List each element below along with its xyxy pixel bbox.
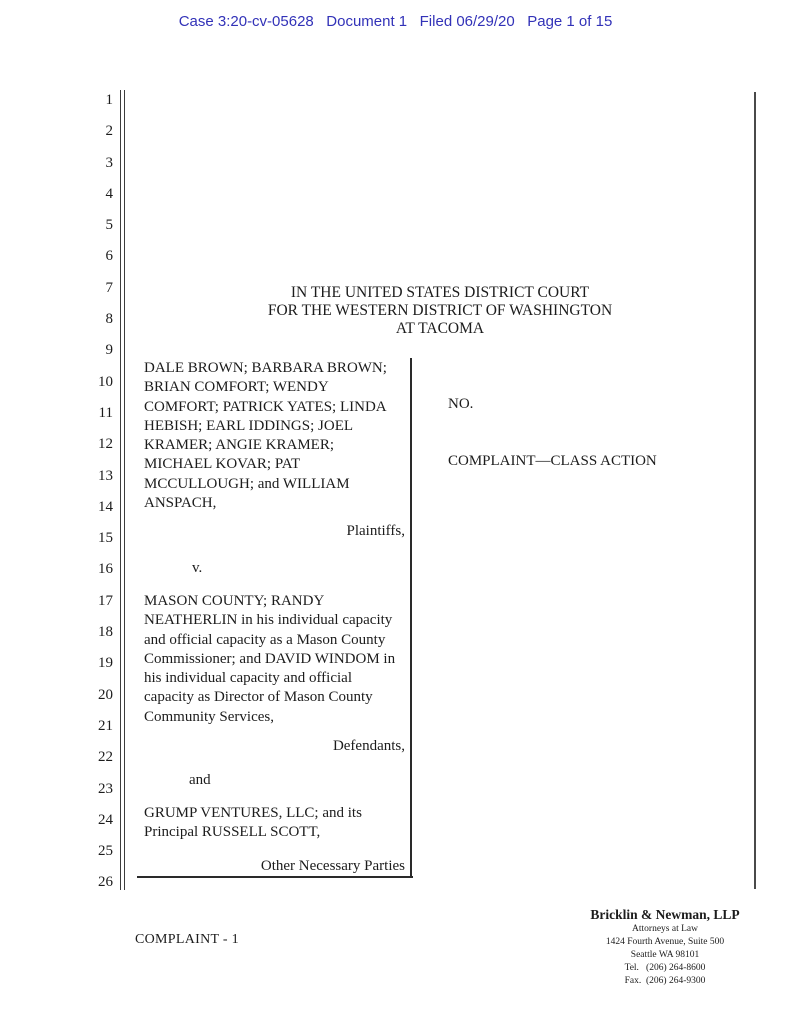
plaintiffs-line: MCCULLOUGH; and WILLIAM: [144, 475, 350, 492]
plaintiffs-line: COMFORT; PATRICK YATES; LINDA: [144, 398, 387, 415]
defendants-line: and official capacity as a Mason County: [144, 631, 386, 648]
pleading-left-double-rule: [120, 90, 125, 890]
defendants-label: Defendants,: [332, 738, 405, 754]
necessary-parties-names: [144, 804, 410, 843]
line-number: 14: [98, 498, 113, 515]
court-heading: [125, 284, 755, 338]
conjunction-label: and: [189, 772, 211, 788]
line-number: 8: [105, 311, 113, 328]
line-number: 4: [105, 185, 113, 202]
line-number: 11: [98, 404, 113, 421]
caption-box-bottom-border: [137, 876, 413, 878]
defendants-line: Community Services,: [144, 708, 274, 725]
line-number: 20: [98, 686, 113, 703]
plaintiffs-line: MICHAEL KOVAR; PAT: [144, 456, 301, 473]
necessary-parties-label: Other Necessary Parties: [260, 858, 405, 874]
plaintiffs-line: KRAMER; ANGIE KRAMER;: [144, 437, 335, 454]
line-number: 10: [98, 373, 113, 390]
line-number: 26: [98, 874, 113, 891]
line-number: 22: [98, 749, 113, 766]
line-number: 17: [98, 592, 113, 609]
line-number: 1: [105, 92, 113, 108]
court-heading-line: FOR THE WESTERN DISTRICT OF WASHINGTON: [267, 302, 613, 319]
law-firm-subtitle: Attorneys at Law: [632, 924, 698, 934]
line-number: 21: [98, 717, 113, 734]
plaintiffs-line: ANSPACH,: [144, 495, 217, 512]
versus-label: v.: [192, 560, 203, 576]
defendants-names: [144, 592, 410, 727]
ecf-header-stamp: Case 3:20-cv-05628 Document 1 Filed 06/29/20 Page 1 of 15: [178, 13, 613, 30]
law-firm-telephone: Tel. (206) 264-8600: [624, 963, 706, 973]
law-firm-name: Bricklin & Newman, LLP: [590, 907, 740, 922]
line-number: 15: [98, 530, 113, 547]
line-number: 5: [105, 217, 113, 234]
pleading-right-rule: [754, 92, 756, 889]
line-number: 13: [98, 467, 113, 484]
plaintiffs-line: DALE BROWN; BARBARA BROWN;: [144, 360, 387, 376]
law-firm-address-line1: 1424 Fourth Avenue, Suite 500: [605, 937, 725, 947]
law-firm-block: [570, 906, 760, 988]
case-number-label: NO.: [448, 396, 474, 412]
line-number: 19: [98, 655, 113, 672]
defendants-line: capacity as Director of Mason County: [144, 689, 373, 706]
plaintiffs-names: [144, 359, 410, 513]
line-number: 23: [98, 780, 113, 797]
court-heading-line: IN THE UNITED STATES DISTRICT COURT: [290, 284, 590, 301]
defendants-line: MASON COUNTY; RANDY: [144, 593, 325, 609]
necessary-parties-line: Principal RUSSELL SCOTT,: [144, 824, 321, 841]
line-number: 9: [105, 342, 113, 359]
line-number: 12: [98, 436, 113, 453]
footer-page-label: COMPLAINT - 1: [135, 932, 239, 947]
caption-box-right-border: [410, 358, 412, 877]
document-title: COMPLAINT—CLASS ACTION: [448, 453, 657, 469]
line-number: 16: [98, 561, 113, 578]
line-number: 24: [98, 811, 113, 828]
plaintiffs-line: BRIAN COMFORT; WENDY: [144, 379, 329, 396]
plaintiffs-line: HEBISH; EARL IDDINGS; JOEL: [144, 417, 354, 434]
line-number: 6: [105, 248, 113, 265]
line-number: 3: [105, 154, 113, 171]
defendants-line: Commissioner; and DAVID WINDOM in: [144, 650, 396, 667]
law-firm-fax: Fax. (206) 264-9300: [624, 976, 706, 986]
line-number: 7: [105, 279, 113, 296]
plaintiffs-label: Plaintiffs,: [346, 523, 405, 539]
line-number: 18: [98, 624, 113, 641]
line-number: 2: [105, 123, 113, 140]
court-heading-line: AT TACOMA: [395, 320, 485, 337]
defendants-line: NEATHERLIN in his individual capacity: [144, 612, 393, 629]
defendants-line: his individual capacity and official: [144, 670, 352, 687]
pleading-line-numbers: [86, 85, 113, 899]
necessary-parties-line: GRUMP VENTURES, LLC; and its: [144, 805, 362, 821]
line-number: 25: [98, 843, 113, 860]
law-firm-address-line2: Seattle WA 98101: [630, 950, 700, 960]
